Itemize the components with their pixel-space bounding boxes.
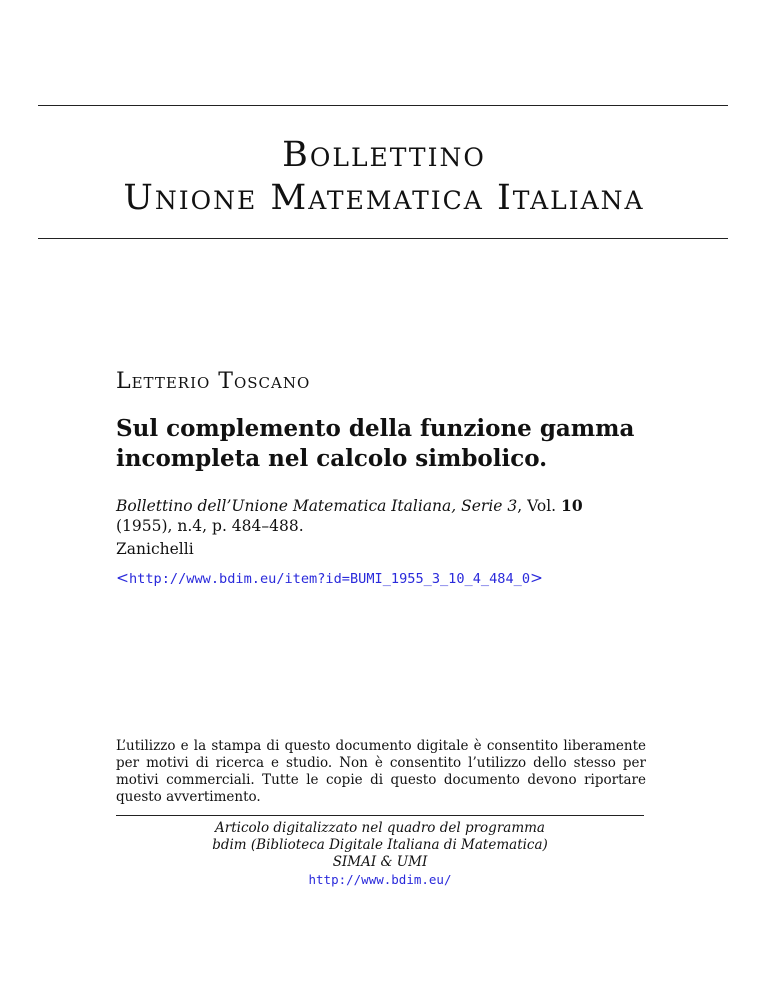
article-title-line2: incompleta nel calcolo simbolico.	[116, 445, 548, 472]
url-open-bracket: <	[116, 569, 129, 587]
usage-notice: L’utilizzo e la stampa di questo documento digitale è consentito liberamente per motivi di ricerca e studio. Non è consentito l’utilizzo dello stesso per motivi commerciali. Tutte le copie di questo documento devono riportare questo avvertimento.	[116, 738, 646, 805]
citation-details: (1955), n.4, p. 484–488.	[116, 517, 304, 535]
citation-journal: Bollettino dell’Unione Matematica Italiana, Serie 3	[116, 497, 518, 515]
publisher: Zanichelli	[116, 540, 194, 558]
journal-title-line2: Unione Matematica Italiana	[123, 178, 645, 218]
footer-line2: bdim (Biblioteca Digitale Italiana di Matematica)	[212, 837, 548, 853]
article-title-line1: Sul complemento della funzione gamma	[116, 415, 635, 442]
top-rule	[38, 105, 728, 106]
footer	[116, 820, 644, 889]
footer-line3: SIMAI & UMI	[332, 854, 428, 870]
citation	[116, 496, 676, 536]
footer-line1: Articolo digitalizzato nel quadro del programma	[215, 820, 545, 836]
notice-rule	[116, 815, 644, 816]
url-close-bracket: >	[530, 569, 544, 587]
citation-vol-prefix: , Vol.	[517, 497, 562, 515]
citation-volume: 10	[561, 496, 583, 515]
bdim-link[interactable]: http://www.bdim.eu/	[308, 872, 452, 887]
article-title	[116, 414, 676, 474]
article-link-line	[116, 569, 543, 587]
author-name: Letterio Toscano	[116, 369, 311, 394]
journal-title-line1: Bollettino	[282, 135, 486, 175]
masthead-bottom-rule	[38, 238, 728, 239]
article-url-link[interactable]: http://www.bdim.eu/item?id=BUMI_1955_3_10_4_484_0	[129, 571, 531, 587]
